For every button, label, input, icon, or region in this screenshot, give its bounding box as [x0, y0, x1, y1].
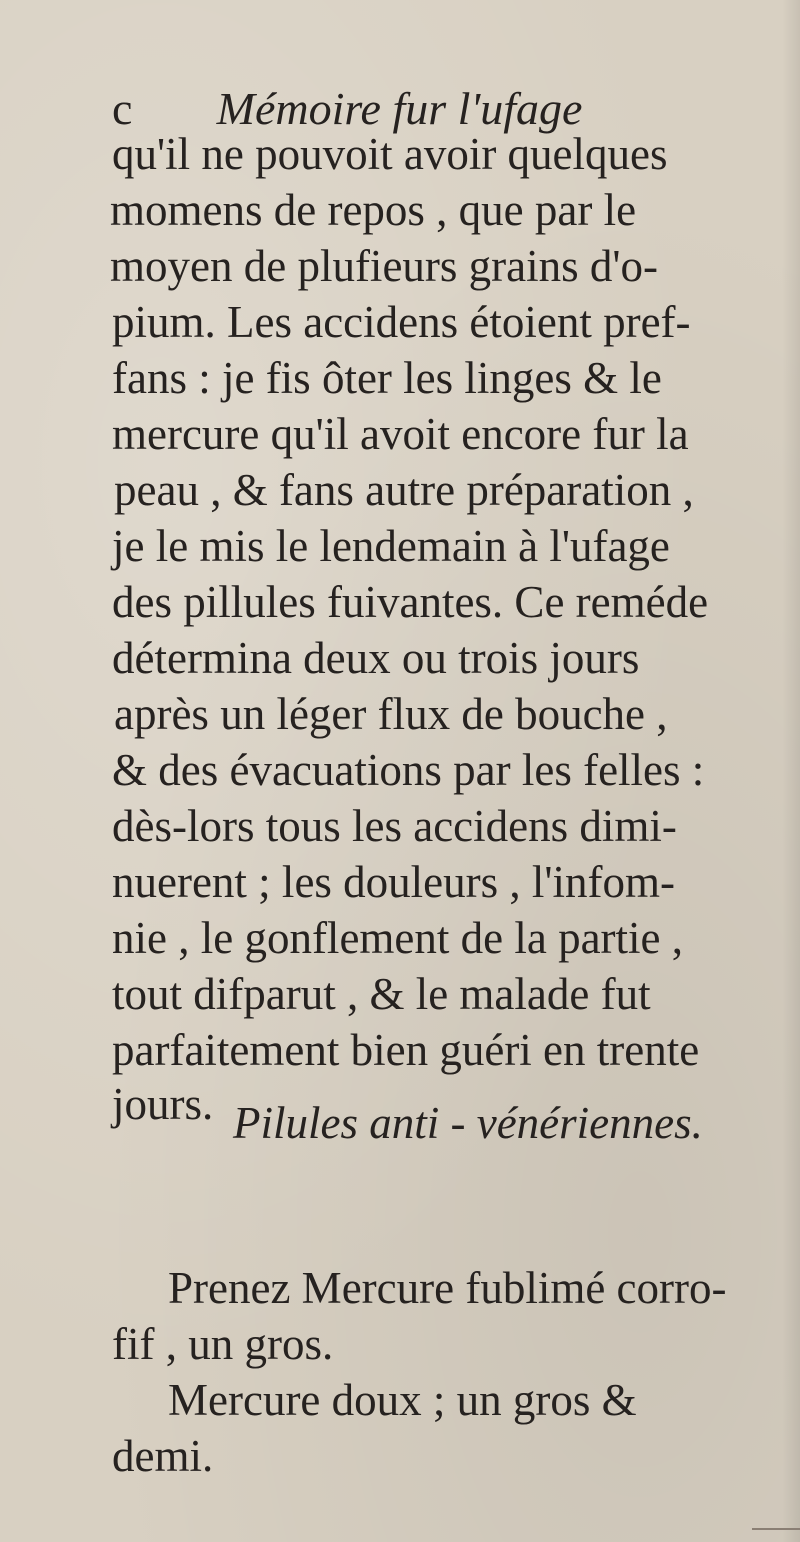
text-line: tout difparut , & le malade fut — [112, 969, 651, 1019]
text-line: moyen de plufieurs grains d'o- — [110, 241, 658, 291]
text-line: je le mis le lendemain à l'ufage — [112, 521, 670, 571]
page-edge-shadow — [782, 0, 800, 1542]
text-line: fans : je fis ôter les linges & le — [112, 353, 662, 403]
text-line: peau , & fans autre préparation , — [114, 465, 694, 515]
text-line: parfaitement bien guéri en trente — [112, 1025, 700, 1075]
text-line: jours. — [112, 1079, 214, 1129]
recipe-line: demi. — [112, 1431, 214, 1481]
text-line: qu'il ne pouvoit avoir quelques — [112, 129, 668, 179]
text-line: détermina deux ou trois jours — [112, 633, 640, 683]
signature-mark: c — [112, 83, 133, 134]
text-line: mercure qu'il avoit encore fur la — [112, 409, 689, 459]
text-line: nie , le gonflement de la partie , — [112, 913, 684, 963]
margin-rule — [752, 1528, 800, 1530]
text-line: & des évacuations par les felles : — [112, 745, 705, 795]
recipe-heading: Pilules anti - vénériennes. — [233, 1098, 703, 1148]
recipe-line: fif , un gros. — [112, 1319, 334, 1369]
text-line: nuerent ; les douleurs , l'infom- — [112, 857, 675, 907]
text-line: après un léger flux de bouche , — [114, 689, 668, 739]
text-line: pium. Les accidens étoient pref- — [112, 297, 691, 347]
text-line: des pillules fuivantes. Ce reméde — [112, 577, 709, 627]
recipe-line: Mercure doux ; un gros & — [168, 1375, 637, 1425]
running-title: Mémoire fur l'ufage — [216, 83, 583, 134]
recipe-line: Prenez Mercure fublimé corro- — [168, 1263, 727, 1313]
text-line: dès-lors tous les accidens dimi- — [112, 801, 677, 851]
text-line: momens de repos , que par le — [110, 185, 637, 235]
